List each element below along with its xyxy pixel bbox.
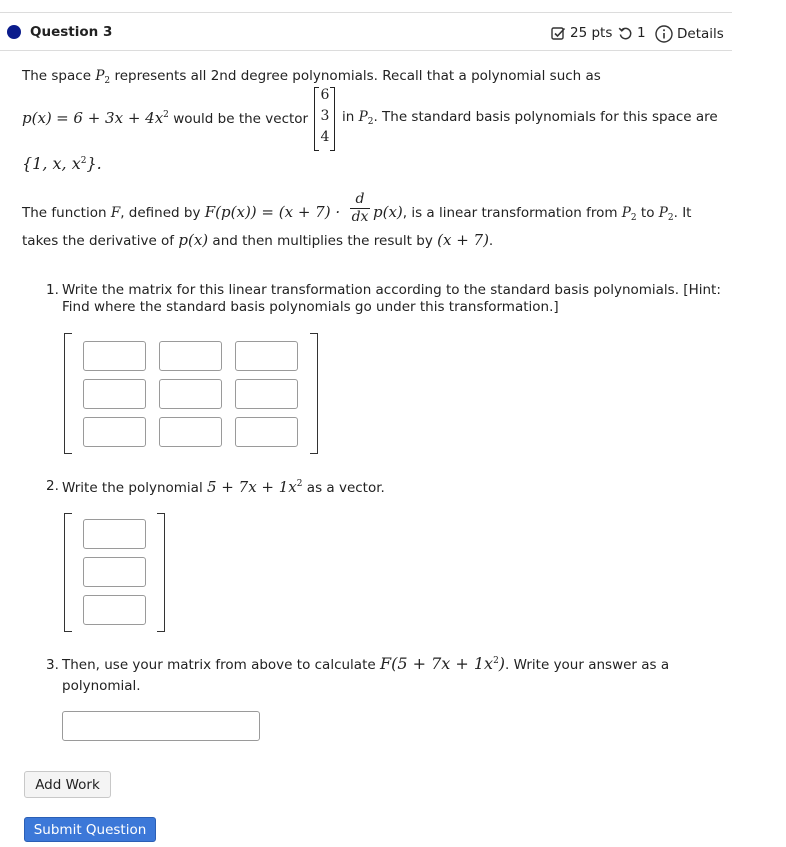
part-1-text-b: Find where the standard basis polynomials go under this transformation.]: [62, 299, 559, 315]
intro-line-1: The space $P_2$ represents all 2nd degree polynomials. Recall that a polynomial such as: [22, 68, 601, 86]
matrix-left-bracket: [64, 333, 72, 454]
matrix-input-r1c1[interactable]: [83, 341, 146, 371]
matrix-input-r1c3[interactable]: [235, 341, 298, 371]
info-icon: [655, 25, 673, 43]
example-vector: [320, 85, 330, 148]
submit-question-button[interactable]: Submit Question: [24, 817, 156, 842]
vector-left-bracket: [314, 87, 319, 151]
fraction-numerator: d: [355, 191, 365, 207]
vector-input-3[interactable]: [83, 595, 146, 625]
matrix-input-r2c1[interactable]: [83, 379, 146, 409]
intro-line-2b: in $P_2$. The standard basis polynomials for this space are: [342, 109, 718, 127]
definition-line-2: takes the derivative of p(x) and then multiplies the result by (x + 7).: [22, 231, 494, 249]
part-3-number: 3.: [46, 657, 59, 673]
question-title: Question 3: [30, 24, 113, 40]
details-label: Details: [677, 26, 724, 42]
part-2-number: 2.: [46, 478, 59, 494]
example-vector-entry: 6: [320, 87, 330, 103]
derivative-fraction: [350, 191, 370, 226]
matrix-input-r3c1[interactable]: [83, 417, 146, 447]
details-toggle[interactable]: [655, 25, 724, 43]
part-1-number: 1.: [46, 282, 59, 298]
polynomial-answer-input[interactable]: [62, 711, 260, 741]
definition-line-1b: p(x), is a linear transformation from $P_2$ to $P_2$. It: [373, 203, 692, 223]
matrix-input-r2c3[interactable]: [235, 379, 298, 409]
example-vector-entry: 3: [320, 108, 330, 124]
vector-input-2[interactable]: [83, 557, 146, 587]
definition-line-1a: The function F, defined by F(p(x)) = (x + 7) ·: [22, 203, 341, 221]
matrix-input-r3c3[interactable]: [235, 417, 298, 447]
top-divider: [0, 12, 732, 13]
matrix-right-bracket: [310, 333, 318, 454]
fraction-denominator: dx: [351, 209, 369, 225]
part-2-text: Write the polynomial $5 + 7x + 1x^2$ as a vector.: [62, 478, 385, 496]
retry-icon: [618, 26, 633, 41]
example-vector-entry: 4: [320, 129, 330, 145]
vector-input-right-bracket: [157, 513, 165, 632]
vector-input-1[interactable]: [83, 519, 146, 549]
vector-input-left-bracket: [64, 513, 72, 632]
part-1-text-a: Write the matrix for this linear transformation according to the standard basis polynomials. [Hint:: [62, 282, 721, 298]
retries-count: 1: [637, 25, 646, 41]
vector-right-bracket: [330, 87, 335, 151]
part-3-text-a: Then, use your matrix from above to calculate $F(5 + 7x + 1x^2)$. Write your answer as a: [62, 654, 670, 673]
question-status-dot: [7, 25, 21, 39]
retries-indicator: [618, 25, 646, 41]
matrix-input-r2c2[interactable]: [159, 379, 222, 409]
part-3-text-b: polynomial.: [62, 678, 141, 694]
intro-line-2a: $p(x) = 6 + 3x + 4x^2$ would be the vector: [22, 109, 309, 127]
basis-set: {1, x, $x^2$}.: [22, 154, 102, 173]
header-divider: [0, 50, 732, 51]
checkbox-check-icon: [551, 26, 566, 41]
add-work-button[interactable]: Add Work: [24, 771, 111, 798]
matrix-input-r1c2[interactable]: [159, 341, 222, 371]
points-label: 25 pts: [570, 25, 613, 41]
matrix-input-r3c2[interactable]: [159, 417, 222, 447]
points-indicator: [551, 25, 612, 41]
